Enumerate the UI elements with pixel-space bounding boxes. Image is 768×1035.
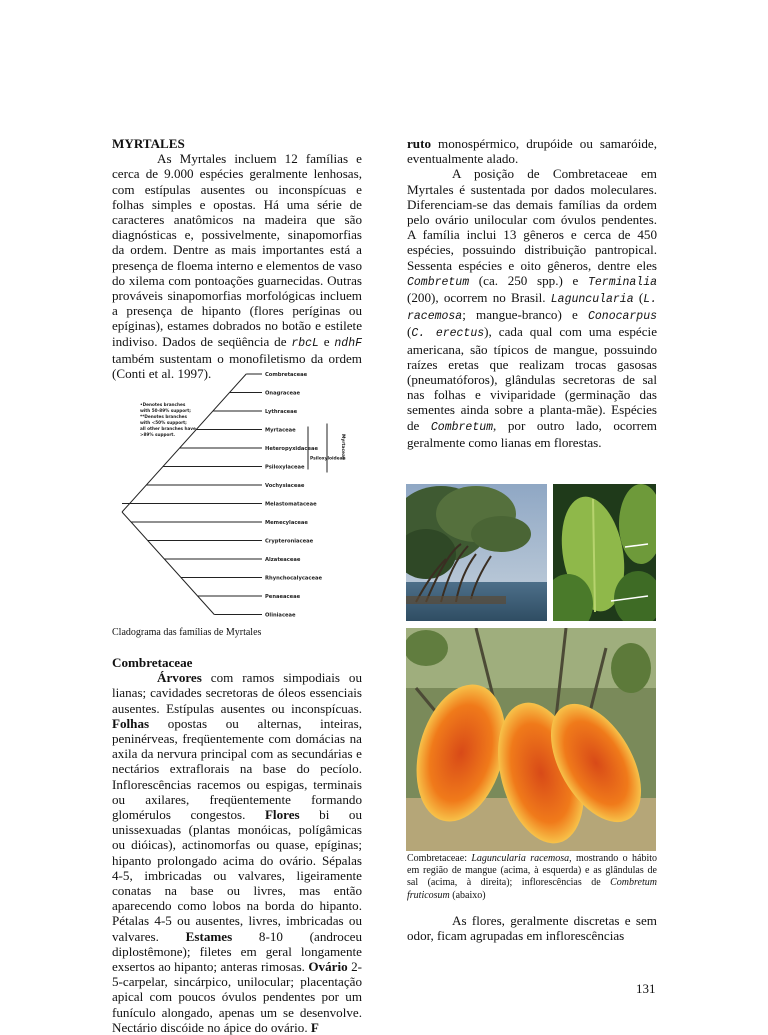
family-text: opostas ou alternas, inteiras, peninérveas, freqüentemente com domácias na axila da nervura principal com as secundárias e nectários extraflorais na base do pecíolo. Inflorescências racemos ou espigas, terminais ou axilares, freqüentemente formando glomérulos congestos.	[112, 715, 362, 823]
family-text: 2-5-carpelar, sincárpico, unilocular; placentação apical com poucos óvulos pendentes por um funículo alongado, apenas um se desenvolve. Nectário discóide no ápice do ovário.	[112, 959, 362, 1035]
caption-text: Combretaceae:	[407, 853, 472, 864]
cladogram-legend-line: with 50-89% support;	[140, 408, 191, 413]
paragraph-text: (	[407, 324, 412, 340]
family-text: monospérmico, drupóide ou samaróide, eventualmente alado.	[407, 136, 657, 167]
cladogram-figure	[112, 362, 368, 624]
cladogram-taxon-label: Onagraceae	[265, 390, 300, 397]
taxon-name: Combretum	[407, 275, 470, 289]
caption-text: , mostrando o hábito em região de mangue (acima, à esquerda) e as glândulas de sal (acima, à direita); inflorescências de	[407, 853, 658, 889]
paragraph-text: (200), ocorrem no Brasil.	[407, 290, 551, 306]
myrtales-paragraph: As Myrtales incluem 12 famílias e cerca de 9.000 espécies geralmente lenhosas, com estípulas ausentes ou inconspícuas e folhas simples e opostas. Há uma série de caracteres anatômicos na madeira que são diagnósticas e, possivelmente, sinapomorfias da ordem. Dentre as mais importantes está a presença de floema interno e elementos de vaso do xilema com pontoações guarnecidas. Outras prováveis sinapomorfias morfológicas incluem a presença de hipanto (flores períginas ou epíginas), estames dobrados no botão e estilete indiviso. Dados de seqüência de rbcL e ndhF também sustentam o monofiletismo da ordem (Conti et al. 1997).	[112, 151, 363, 382]
closing-section	[407, 913, 657, 943]
cladogram-taxon-label: Lythraceae	[265, 409, 298, 415]
paragraph-text: ; mangue-branco) e	[462, 307, 588, 323]
family-term: F	[310, 1019, 319, 1035]
taxon-name: C. erectus	[411, 327, 485, 341]
family-term: Flores	[264, 807, 300, 823]
combretaceae-description	[112, 670, 362, 1035]
myrtales-heading: MYRTALES	[112, 136, 185, 151]
mangrove-habit-photo	[406, 484, 547, 621]
cladogram-legend-line: with <50% support;	[140, 420, 187, 425]
taxon-name: Combretum	[430, 420, 494, 434]
cladogram-taxon-label: Psiloxylaceae	[265, 464, 305, 471]
caption-text: (abaixo)	[449, 889, 486, 901]
cladogram-legend-line: all other branches have	[140, 426, 196, 431]
combretaceae-heading: Combretaceae	[112, 655, 193, 670]
family-term: Árvores	[157, 670, 202, 686]
description-continuation	[407, 136, 657, 166]
cladogram-legend-line: **Denotes branches	[140, 414, 188, 419]
caption-text: Combretum fruticosum	[407, 877, 657, 901]
taxon-name: Conocarpus	[587, 310, 657, 324]
page-number: 131	[636, 981, 656, 996]
cladogram-taxon-label: Memecylaceae	[265, 520, 308, 526]
taxon-name: L. racemosa	[407, 293, 657, 324]
paragraph-text: (ca. 250 spp.) e	[469, 272, 588, 288]
family-text: 8-10 (androceu diplostêmone); filetes em geral longamente exsertos ao hipanto; anteras rimosas.	[112, 928, 362, 975]
cladogram-taxon-label: Crypteroniaceae	[265, 538, 314, 545]
family-term: ruto	[407, 136, 432, 151]
paragraph-text: A posição de Combretaceae em Myrtales é sustentada por dados moleculares. Diferenciam-se das demais famílias da ordem pelo ovário unilocular com óvulos pendentes. A família inclui 13 gêneros e cerca de 450 espécies, possuindo distribuição pantropical. Sessenta espécies e oito gêneros, dentre eles	[407, 166, 657, 273]
closing-paragraph: As flores, geralmente discretas e sem odor, ficam agrupadas em inflorescências	[407, 913, 657, 944]
cladogram-backbone	[122, 374, 246, 512]
cladogram-group-label: Psiloxyloideae	[310, 456, 346, 462]
paragraph-text: (	[633, 290, 644, 306]
paragraph-text: , por outro lado, ocorrem geralmente como lianas em florestas.	[407, 417, 657, 450]
salt-gland-leaf-photo	[553, 484, 656, 621]
cladogram-legend-line: >89% support.	[140, 432, 175, 437]
myrtales-section	[112, 136, 362, 381]
family-term: Ovário	[308, 959, 348, 975]
family-text: bi ou unissexuadas (plantas monóicas, polígâmicas ou dióicas), actinomorfas ou quase, epíginas; hipanto prolongado acima do ovário. Sépalas 4-5, imbricadas ou valvares, ligeiramente conatas na base ou livres, mas então aparecendo como lobos na borda do hipanto. Pétalas 4-5 ou ausentes, livres, imbricadas ou valvares.	[112, 807, 362, 944]
photo-caption	[407, 853, 657, 902]
family-term: Estames	[185, 928, 233, 944]
paragraph-text: ), cada qual com uma espécie americana, são típicos de mangue, possuindo raízes eretas que realizam trocas gasosas (pneumatóforos), glândulas secretoras de sal nas folhas e viviparidade (germinação das sementes ainda sobre a planta-mãe). Espécies de	[407, 324, 658, 433]
combretaceae-section	[112, 655, 362, 1035]
family-term: Folhas	[112, 715, 150, 731]
cladogram-taxon-label: Alzateaceae	[265, 557, 301, 563]
cladogram-legend-line: •Denotes branches	[140, 402, 186, 407]
cladogram-taxon-label: Heteropyxidaceae	[265, 446, 319, 452]
cladogram-taxon-label: Vochysiaceae	[265, 483, 305, 489]
cladogram-taxon-label: Oliniaceae	[265, 612, 296, 619]
cladogram-backbone	[122, 512, 214, 615]
taxon-name: Laguncularia	[550, 293, 634, 307]
right-column-text	[407, 136, 657, 450]
caption-text: Laguncularia racemosa	[471, 853, 570, 864]
cladogram-taxon-label: Penaeaceae	[265, 594, 301, 600]
family-text: com ramos simpodiais ou lianas; cavidades secretoras de óleos essenciais ausentes. Estípulas ausentes ou inconspícuas.	[112, 670, 362, 716]
taxon-name: Terminalia	[587, 275, 657, 289]
cladogram-caption: Cladograma das famílias de Myrtales	[112, 627, 262, 638]
cladogram-taxon-label: Combretaceae	[265, 372, 308, 378]
cladogram-taxon-label: Melastomataceae	[265, 501, 317, 508]
cladogram-taxon-label: Myrtaceae	[265, 427, 296, 434]
family-position-paragraph	[407, 166, 657, 450]
cladogram-group-label: Myrtaceae	[340, 434, 345, 460]
cladogram-taxon-label: Rhynchocalycaceae	[265, 575, 323, 582]
combretum-inflorescence-photo	[406, 628, 656, 851]
